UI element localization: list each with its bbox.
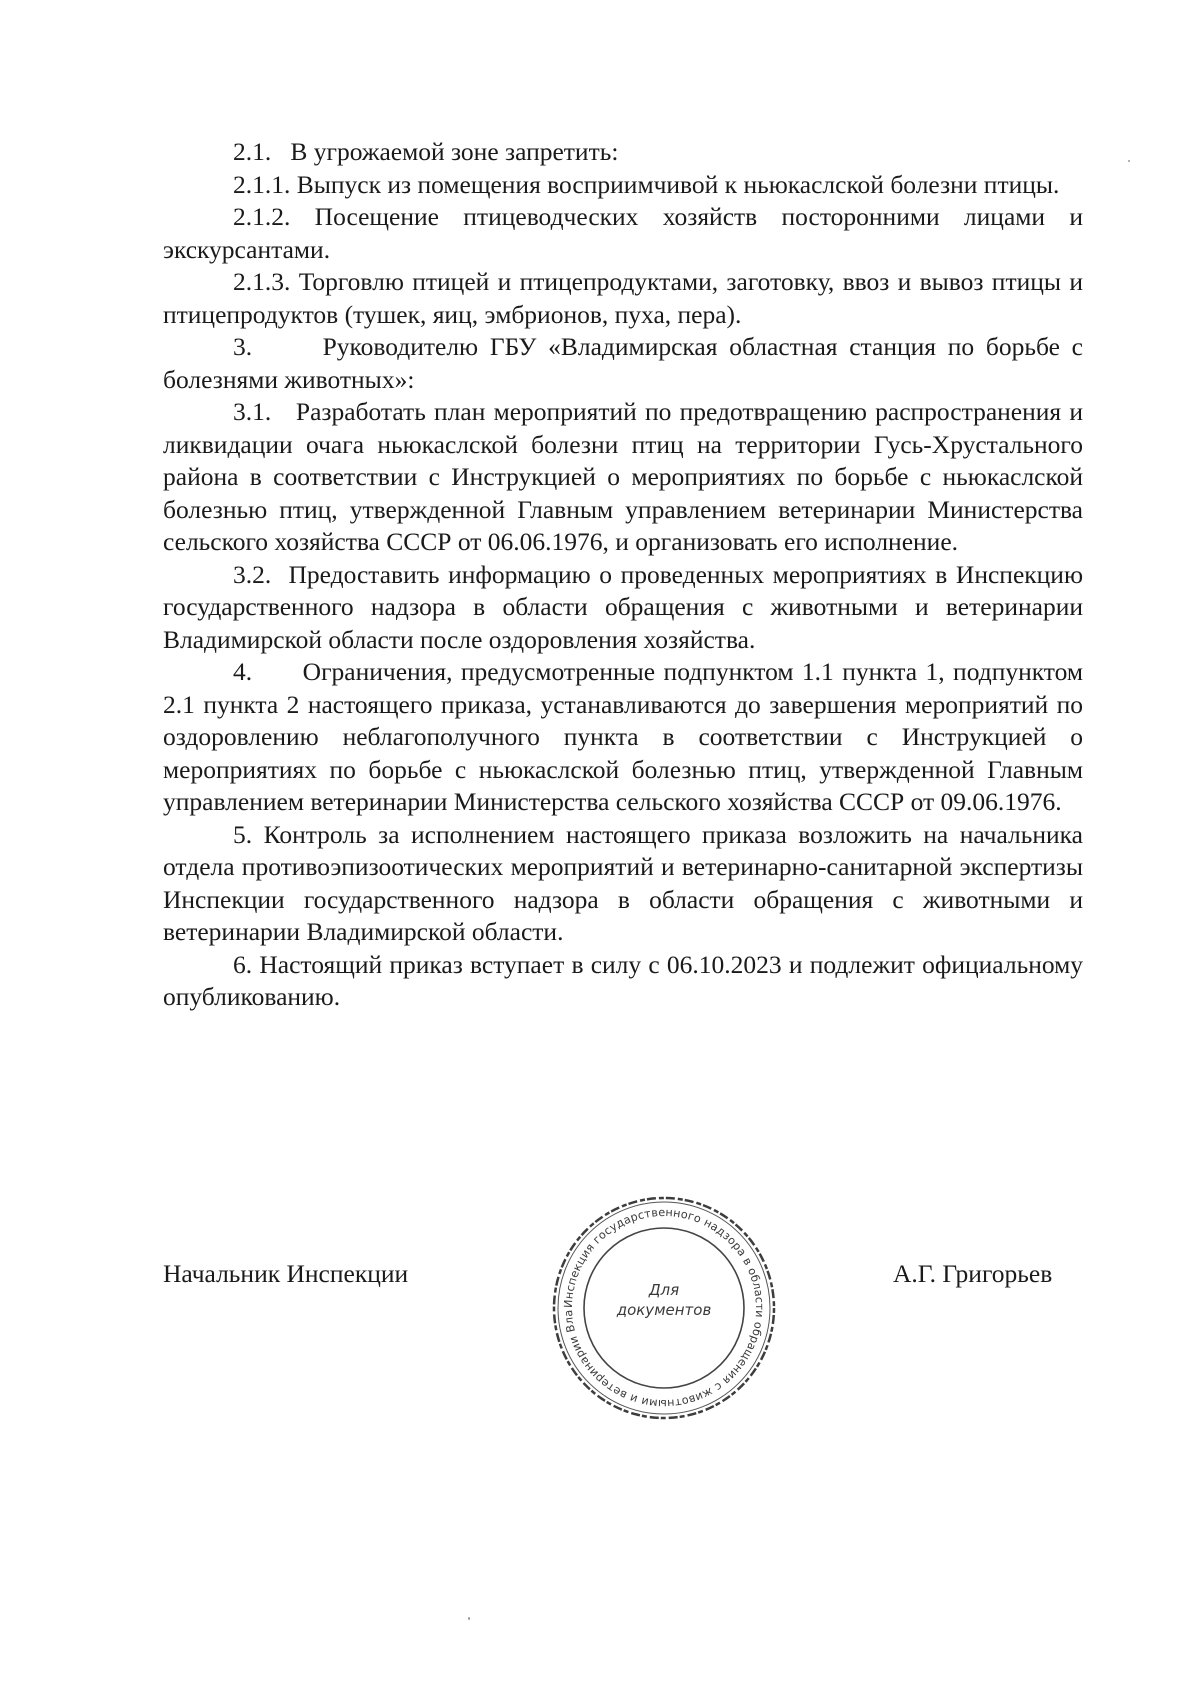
signatory-position: Начальник Инспекции: [163, 1259, 409, 1288]
stamp-center-text: [548, 1280, 780, 1320]
paragraph-2-1: 2.1. В угрожаемой зоне запретить:: [233, 137, 619, 166]
scan-speck: [468, 1617, 470, 1620]
document-body: [163, 136, 1083, 1014]
paragraph-4: 4. Ограничения, предусмотренные подпунктом 1.1 пункта 1, подпунктом 2.1 пункта 2 настоящего приказа, устанавливаются до завершения мероприятий по оздоровлению неблагополучного пункта в соответствии с Инструкцией о мероприятиях по борьбе с ньюкаслской болезнью птиц, утвержденной Главным управлением ветеринарии Министерства сельского хозяйства СССР от 09.06.1976.: [163, 657, 1083, 816]
paragraph-3-2: 3.2. Предоставить информацию о проведенных мероприятиях в Инспекцию государственного надзора в области обращения с животными и ветеринарии Владимирской области после оздоровления хозяйства.: [163, 559, 1083, 654]
paragraph-3-1: 3.1. Разработать план мероприятий по предотвращению распространения и ликвидации очага ньюкаслской болезни птиц на территории Гусь-Хрустального района в соответствии с Инструкцией о мероприятиях по борьбе с ньюкаслской болезнью птиц, утвержденной Главным управлением ветеринарии Министерства сельского хозяйства СССР от 06.06.1976, и организовать его исполнение.: [163, 397, 1083, 556]
stamp-ring-text: Инспекция государственного надзора в области обращения с животными и ветеринарии Вла: [561, 1205, 767, 1411]
stamp-center-line-1: Для: [648, 1281, 680, 1299]
scan-speck: [1128, 160, 1130, 162]
paragraph-3: 3. Руководителю ГБУ «Владимирская областная станция по борьбе с болезнями животных»:: [163, 332, 1083, 394]
official-stamp: [548, 1192, 780, 1424]
paragraph-5: 5. Контроль за исполнением настоящего приказа возложить на начальника отдела противоэпизоотических мероприятий и ветеринарно-санитарной экспертизы Инспекции государственного надзора в области обращения с животными и ветеринарии Владимирской области.: [163, 819, 1083, 946]
signatory-name: А.Г. Григорьев: [893, 1259, 1053, 1288]
paragraph-6: 6. Настоящий приказ вступает в силу с 06.10.2023 и подлежит официальному опубликованию.: [163, 949, 1083, 1011]
paragraph-2-1-3: 2.1.3. Торговлю птицей и птицепродуктами, заготовку, ввоз и вывоз птицы и птицепродуктов (тушек, яиц, эмбрионов, пуха, пера).: [163, 267, 1083, 329]
stamp-center-line-2: документов: [616, 1301, 712, 1319]
paragraph-2-1-1: 2.1.1. Выпуск из помещения восприимчивой к ньюкаслской болезни птицы.: [233, 169, 1060, 199]
paragraph-2-1-2: 2.1.2. Посещение птицеводческих хозяйств посторонними лицами и экскурсантами.: [163, 202, 1083, 264]
